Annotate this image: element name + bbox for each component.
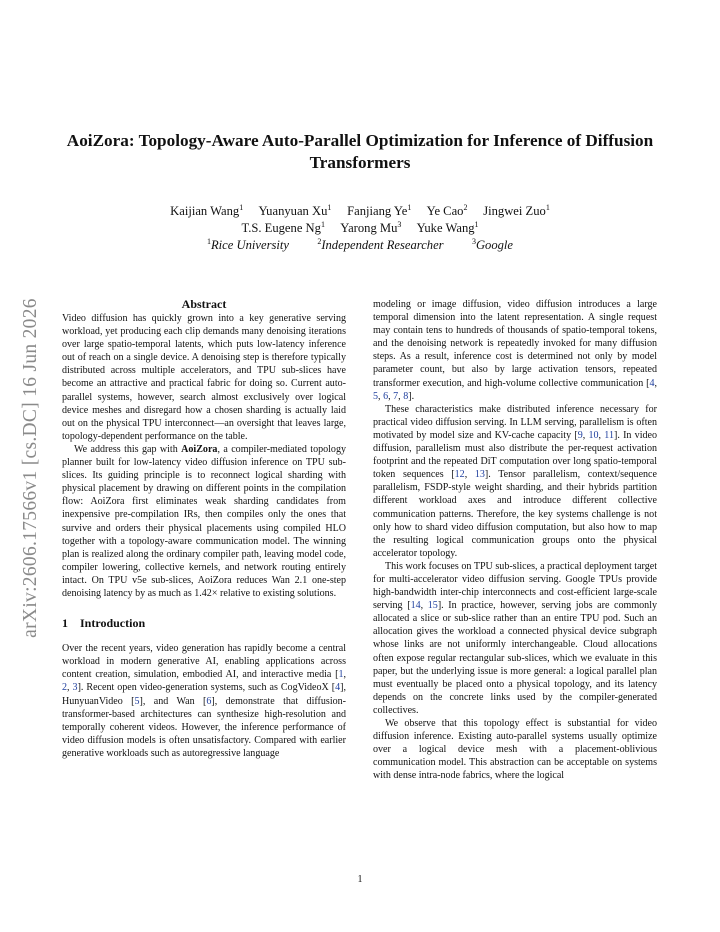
right-column — [373, 298, 657, 782]
abstract-heading: Abstract — [181, 297, 227, 311]
left-column — [62, 298, 346, 760]
citation-link[interactable]: 12 — [454, 469, 465, 481]
author-name: Kaijian Wang — [170, 204, 240, 218]
citation-link[interactable]: 8 — [403, 390, 409, 402]
text-run: ]. In practice, however, serving jobs are commonly allocated a slice or sub-slice rather than an entire TPU pod. Such an allocation gives the workload a connected physical device subgraph whose links are not uniformly interchangeable. Cloud allocations often expose regular rectangular sub-slices, which we evaluate in this paper, but the underlying issue is more general: a logical parallel plan must eventually be placed onto a physical topology, and its latency depends on the concrete links used by the compiler-generated collectives. — [373, 600, 658, 716]
citation-link[interactable]: 14 — [410, 600, 421, 612]
affiliation-marker: 2 — [463, 202, 468, 212]
intro-paragraph-1: Over the recent years, video generation has rapidly become a central workload in modern generative AI, enabling applications across content creation, simulation, embodied AI, and interactive media [1, 2, 3]. Recent open video-generation systems, such as CogVideoX [4], HunyuanVideo [5], and Wan [6], demonstrate that diffusion-transformer-based architectures can synthesize high-resolution and temporally coherent videos. However, the inference performance of video diffusion models is often unsatisfactory. Compared with earlier generative workloads such as autoregressive language — [62, 643, 347, 759]
citation-link[interactable]: 6 — [206, 695, 212, 707]
intro-p1-left-end: ], demonstrate that diffusion-transformer-based architectures can synthesize high-resolution and temporally coherent videos. However, the inference performance of video diffusion models is often unsatisfactory. Compared with earlier generative workloads such as autoregressive language — [62, 695, 346, 759]
text-run: ]. Recent open video-generation systems, such as CogVideoX [ — [77, 682, 336, 694]
citation-link[interactable]: 5 — [134, 695, 140, 707]
author-line-2 — [62, 220, 658, 237]
abstract-paragraph-1: Video diffusion has quickly grown into a key generative serving workload, yet producing each clip demands many denoising iterations over large spatio-temporal latents, which puts low-latency inference out of reach on a single device. A denoising step is therefore typically distributed across multiple accelerators, and TPU sub-slices have become an attractive and practical fabric for doing so. Current auto-parallel systems, however, search almost exclusively over logical device meshes and disregard how a chosen sharding is actually laid out on the physical TPU interconnect—an oversight that leaves large, topology-dependent performance on the table. — [62, 313, 346, 442]
affiliation-marker: 1 — [239, 202, 244, 212]
intro-paragraph-3: This work focuses on TPU sub-slices, a practical deployment target for multi-accelerator video diffusion serving. Google TPUs provide high-bandwidth inter-chip interconnects and cost-efficient large-scale serving [14, 15]. In practice, however, serving jobs are commonly allocated a slice or sub-slice rather than an entire TPU pod. Such an allocation gives the workload a connected physical device subgraph whose links are not uniformly interchangeable. Cloud allocations often expose regular rectangular sub-slices, which we evaluate in this paper, but the underlying issue is more general: a logical parallel plan must eventually be placed onto a physical topology, and its latency depends on the concrete links used by the compiler-generated collectives. — [373, 560, 658, 716]
author-block — [62, 203, 658, 254]
author-name: Yarong Mu — [340, 221, 398, 235]
section-number: 1 — [62, 616, 68, 631]
affiliation-marker: 1 — [320, 219, 325, 229]
citation-link[interactable]: 2 — [62, 682, 68, 694]
citation-link[interactable]: 15 — [427, 600, 438, 612]
text-run: This work focuses on TPU sub-slices, a practical deployment target for multi-accelerator video diffusion serving. Google TPUs provide high-bandwidth inter-chip interconnects and cost-efficient large-scale serving [ — [373, 560, 657, 612]
citation-link[interactable]: 13 — [474, 469, 485, 481]
author-line-1 — [62, 203, 658, 220]
intro-paragraph-2: These characteristics make distributed inference necessary for practical video diffusion serving. In LLM serving, parallelism is often motivated by model size and KV-cache capacity [9, 10, 11]. In video diffusion, parallelism must also distribute the per-request activation footprint and the repeated DiT computation over long spatio-temporal token sequences [12, 13]. Tensor parallelism, context/sequence parallelism, FSDP-style weight sharding, and their hybrids partition different workload axes and introduce different collective communication patterns. Therefore, the key systems challenge is not only how to shard video diffusion computation, but also how to map the resulting logical communication groups onto the physical accelerator topology. — [373, 403, 657, 559]
affiliation-marker: 1 — [407, 202, 412, 212]
author-name: T.S. Eugene Ng — [241, 221, 321, 235]
abstract-paragraph-2 — [62, 443, 346, 600]
text-run: ]. In video diffusion, parallelism must also distribute the per-request activation footprint and the repeated DiT computation over long spatio-temporal token sequences [ — [373, 429, 657, 481]
author-name: Fanjiang Ye — [347, 204, 408, 218]
citation-link[interactable]: 7 — [393, 390, 399, 402]
citation-link[interactable]: 11 — [604, 429, 614, 441]
text-run: ], and Wan [ — [139, 695, 207, 707]
section-title: Introduction — [80, 616, 146, 631]
affiliation-google: Google — [475, 238, 514, 252]
text-run: ], HunyuanVideo [ — [62, 682, 347, 707]
citation-link[interactable]: 3 — [72, 682, 78, 694]
paper-title: AoiZora: Topology-Aware Auto-Parallel Optimization for Inference of Diffusion Transformers — [66, 131, 654, 172]
author-name: Jingwei Zuo — [483, 204, 546, 218]
author-name: Yuke Wang — [416, 221, 475, 235]
intro-p1-right-start: modeling or image diffusion, video diffusion introduces a large temporal dimension into the latent representation. A single request may contain tens to hundreds of thousands of spatio-temporal tokens, and the denoising network is repeatedly invoked for many diffusion steps. As a result, inference cost is determined not only by model parameter count, but also by large activation tensors, repeated transformer execution, and high-volume collective communication [ — [373, 299, 657, 389]
text-run: We address this gap with — [74, 443, 182, 455]
author-name: Yuanyuan Xu — [258, 204, 328, 218]
arxiv-sidebar-stamp — [18, 262, 44, 674]
text-run: ]. — [408, 390, 415, 402]
citation-link[interactable]: 6 — [383, 390, 389, 402]
affiliation-independent: Independent Researcher — [321, 238, 444, 252]
citation-link[interactable]: 10 — [588, 429, 599, 441]
intro-paragraph-4: We observe that this topology effect is substantial for video diffusion inference. Existing auto-parallel systems usually optimize over a logical device mesh with a placement-oblivious communication model. This abstraction can be acceptable on systems with dense intra-node fabrics, where the logical — [373, 718, 657, 782]
affiliation-marker: 1 — [206, 236, 211, 246]
citation-link[interactable]: 1 — [338, 669, 344, 681]
arxiv-identifier: arXiv:2606.17566v1 [cs.DC] 16 Jun 2026 — [20, 298, 41, 638]
system-name: AoiZora — [181, 443, 218, 455]
text-run: ]. Tensor parallelism, context/sequence parallelism, FSDP-style weight sharding, and their hybrids partition different workload axes and introduce different collective communication patterns. Therefore, the key systems challenge is not only how to shard video diffusion computation, but also how to map the resulting logical communication groups onto the physical accelerator topology. — [373, 469, 657, 559]
author-name: Ye Cao — [426, 204, 464, 218]
affiliation-marker: 1 — [327, 202, 332, 212]
citation-link[interactable]: 9 — [577, 429, 583, 441]
citation-link[interactable]: 4 — [335, 682, 341, 694]
text-run: These characteristics make distributed inference necessary for practical video diffusion serving. In LLM serving, parallelism is often motivated by model size and KV-cache capacity [ — [373, 403, 657, 441]
page-number: 1 — [357, 874, 363, 885]
intro-paragraph-1-continued: modeling or image diffusion, video diffusion introduces a large temporal dimension into the latent representation. A single request may contain tens to hundreds of thousands of spatio-temporal tokens, and the denoising network is repeatedly invoked for many diffusion steps. As a result, inference cost is determined not only by model parameter count, but also by large activation tensors, repeated transformer execution, and high-volume collective communication [4, 5, 6, 7, 8]. — [373, 299, 657, 402]
affiliation-marker: 3 — [397, 219, 402, 229]
citation-link[interactable]: 4 — [649, 377, 655, 389]
affiliation-marker: 1 — [474, 219, 479, 229]
citation-link[interactable]: 5 — [373, 390, 379, 402]
affiliation-marker: 1 — [545, 202, 550, 212]
affiliation-marker: 3 — [471, 236, 476, 246]
affiliation-marker: 2 — [317, 236, 322, 246]
text-run: Over the recent years, video generation has rapidly become a central workload in modern generative AI, enabling applications across content creation, simulation, embodied AI, and interactive media [ — [62, 643, 346, 681]
affiliation-rice: Rice University — [210, 238, 289, 252]
section-heading-introduction — [62, 617, 346, 630]
affiliation-line — [62, 237, 658, 254]
text-run: , a compiler-mediated topology planner built for low-latency video diffusion inference on TPU sub-slices. Its guiding principle is to reconnect logical sharding with physical placement by drawing on different points in the compilation flow: AoiZora first eliminates weak sharding candidates from inexpensive pre-compilation IRs, then compiles only the ones that survive and orders their physical placements using compiled HLO together with a topology-aware communication model. The winning plan is realized along the ordinary compiler path, leaving model code, compiler lowering, collective kernels, and network routing entirely intact. On TPU v5e sub-slices, AoiZora reduces Wan 2.1 one-step denoising latency by as much as 1.42× relative to existing solutions. — [62, 443, 347, 599]
